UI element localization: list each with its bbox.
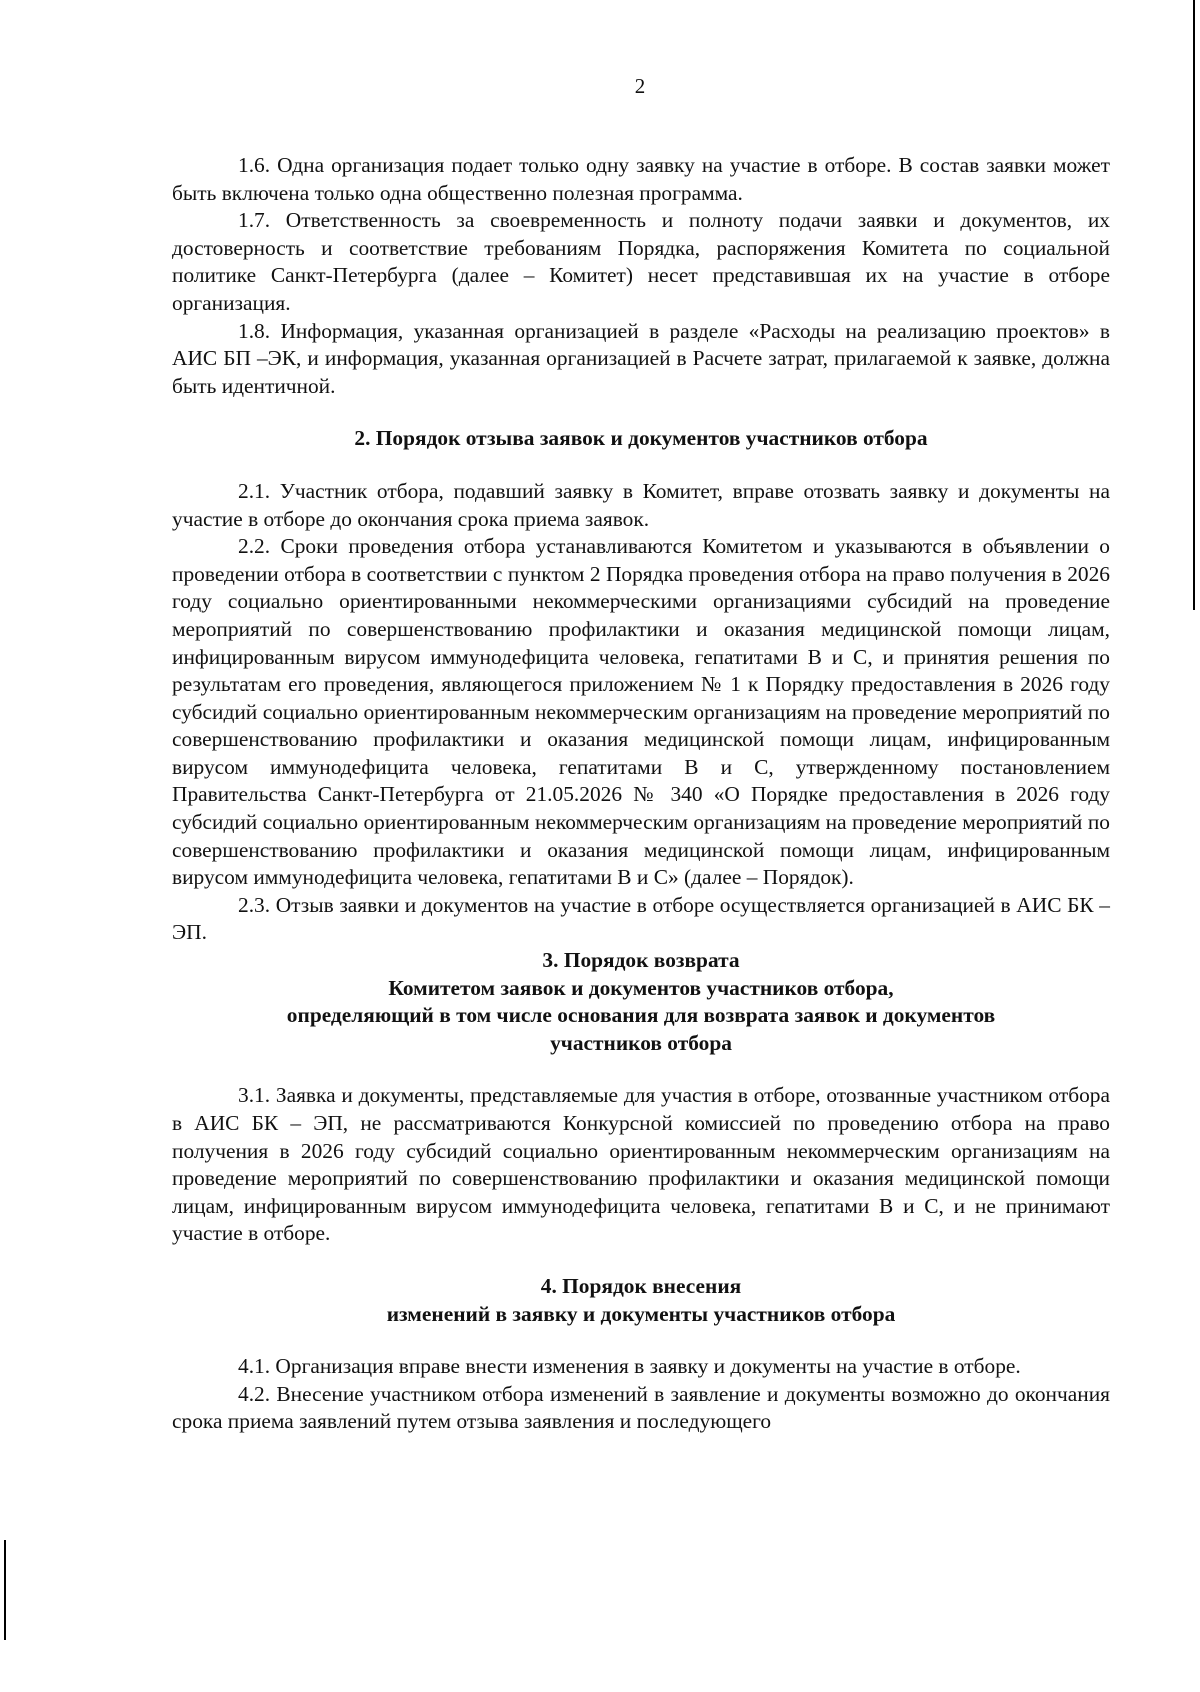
section-2-heading	[172, 425, 1110, 453]
section-4-heading	[172, 1273, 1110, 1328]
paragraph-2-3: 2.3. Отзыв заявки и документов на участие в отборе осуществляется организацией в АИС БК – ЭП.	[172, 892, 1110, 945]
heading-line: 3. Порядок возврата	[542, 948, 740, 973]
section-3-heading	[172, 947, 1110, 1057]
heading-line: участников отбора	[550, 1030, 732, 1055]
heading-line: 4. Порядок внесения	[540, 1273, 742, 1298]
paragraph-1-7: 1.7. Ответственность за своевременность и полноту подачи заявки и документов, их достоверность и соответствие требованиям Порядка, распоряжения Комитета по социальной политике Санкт-Петербурга (далее – Комитет) несет представившая их на участие в отборе организация.	[172, 208, 1110, 315]
heading-line: Комитетом заявок и документов участников отбора,	[388, 975, 894, 1000]
paragraph-2-2: 2.2. Сроки проведения отбора устанавливаются Комитетом и указываются в объявлении о проведении отбора в соответствии с пунктом 2 Порядка проведения отбора на право получения в 2026 году социально ориентированными некоммерческими организациями субсидий на проведение мероприятий по совершенствованию профилактики и оказания медицинской помощи лицам, инфицированным вирусом иммунодефицита человека, гепатитами В и С, и принятия решения по результатам его проведения, являющегося приложением № 1 к Порядку предоставления в 2026 году субсидий социально ориентированным некоммерческим организациям на проведение мероприятий по совершенствованию профилактики и оказания медицинской помощи лицам, инфицированным вирусом иммунодефицита человека, гепатитами В и С, утвержденному постановлением Правительства Санкт-Петербурга от 21.05.2026 № 340 «О Порядке предоставления в 2026 году субсидий социально ориентированным некоммерческим организациям на проведение мероприятий по совершенствованию профилактики и оказания медицинской помощи лицам, инфицированным вирусом иммунодефицита человека, гепатитами В и С» (далее – Порядок).	[172, 534, 1110, 890]
paragraph-2-1: 2.1. Участник отбора, подавший заявку в Комитет, вправе отозвать заявку и документы на участие в отборе до окончания срока приема заявок.	[172, 478, 1110, 531]
document-body	[172, 152, 1110, 1436]
scan-edge-line-right	[1193, 0, 1195, 610]
page-number: 2	[634, 74, 646, 98]
paragraph-1-8: 1.8. Информация, указанная организацией в разделе «Расходы на реализацию проектов» в АИС БП –ЭК, и информация, указанная организацией в Расчете затрат, прилагаемой к заявке, должна быть идентичной.	[172, 318, 1110, 398]
heading-line: изменений в заявку и документы участников отбора	[386, 1301, 896, 1326]
paragraph-3-1: 3.1. Заявка и документы, представляемые для участия в отборе, отозванные участником отбора в АИС БК – ЭП, не рассматриваются Конкурсной комиссией по проведению отбора на право получения в 2026 году субсидий социально ориентированным некоммерческим организациям на проведение мероприятий по совершенствованию профилактики и оказания медицинской помощи лицам, инфицированным вирусом иммунодефицита человека, гепатитами В и С, и не принимают участие в отборе.	[172, 1083, 1110, 1246]
paragraph-4-1: 4.1. Организация вправе внести изменения в заявку и документы на участие в отборе.	[238, 1354, 1021, 1379]
heading-line: 2. Порядок отзыва заявок и документов участников отбора	[354, 426, 928, 451]
paragraph-1-6: 1.6. Одна организация подает только одну заявку на участие в отборе. В состав заявки может быть включена только одна общественно полезная программа.	[172, 153, 1110, 205]
paragraph-4-2: 4.2. Внесение участником отбора изменений в заявление и документы возможно до окончания срока приема заявлений путем отзыва заявления и последующего	[172, 1381, 1110, 1434]
heading-line: определяющий в том числе основания для возврата заявок и документов	[286, 1003, 996, 1028]
scan-edge-line-left	[4, 1540, 6, 1640]
